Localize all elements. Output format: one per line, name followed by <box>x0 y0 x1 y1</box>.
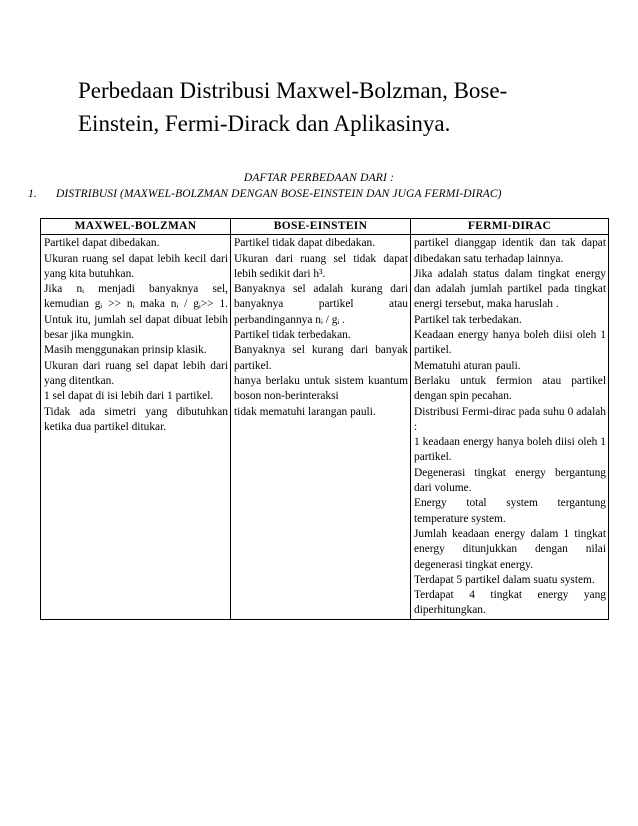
maxwell-point: Jika nᵢ menjadi banyaknya sel, kemudian gᵢ >> nᵢ maka nᵢ / gᵢ>> 1. Untuk itu, jumlah sel dapat dibuat lebih besar jika mungkin. <box>44 283 228 342</box>
fermi-point: Degenerasi tingkat energy bergantung dari volume. <box>414 466 606 495</box>
bose-point: Banyaknya sel adalah kurang dari banyaknya partikel atau perbandingannya nᵢ / gᵢ . <box>234 283 408 326</box>
list-heading: DAFTAR PERBEDAAN DARI : <box>243 172 395 184</box>
fermi-point: 1 keadaan energy hanya boleh diisi oleh 1 partikel. <box>414 436 606 464</box>
header-maxwell-bolzman: MAXWEL-BOLZMAN <box>41 219 231 235</box>
maxwell-point: Ukuran dari ruang sel dapat lebih dari yang ditentkan. <box>44 359 228 387</box>
bose-point: Banyaknya sel kurang dari banyak partikel. <box>234 344 408 372</box>
fermi-point: Terdapat 5 partikel dalam suatu system. <box>414 573 595 586</box>
fermi-point: Jumlah keadaan energy dalam 1 tingkat energy ditunjukkan dengan nilai degenerasi tingkat energy. <box>414 527 606 571</box>
fermi-point: Keadaan energy hanya boleh diisi oleh 1 partikel. <box>414 329 606 357</box>
maxwell-point: Ukuran ruang sel dapat lebih kecil dari yang kita butuhkan. <box>44 252 228 280</box>
bose-point: Partikel tidak dapat dibedakan. <box>234 237 376 250</box>
bose-point: Ukuran dari ruang sel tidak dapat lebih sedikit dari h³. <box>234 252 408 280</box>
maxwell-point: Masih menggunakan prinsip klasik. <box>44 344 207 357</box>
fermi-dirac-cell <box>411 235 609 619</box>
maxwell-bolzman-cell <box>41 235 231 619</box>
fermi-point: Energy total system tergantung temperature system. <box>414 497 606 525</box>
maxwell-point: Tidak ada simetri yang dibutuhkan ketika dua partikel ditukar. <box>44 405 228 433</box>
fermi-point: partikel dianggap identik dan tak dapat dibedakan satu terhadap lainnya. <box>414 237 606 265</box>
fermi-point: Partikel tak terbedakan. <box>414 313 522 326</box>
fermi-point: Distribusi Fermi-dirac pada suhu 0 adalah : <box>414 405 606 433</box>
section-heading <box>28 188 618 200</box>
fermi-point: Jika adalah status dalam tingkat energy dan adalah jumlah partikel pada tingkat energi tersebut, maka haruslah . <box>414 267 606 311</box>
comparison-table <box>40 218 609 620</box>
bose-einstein-cell <box>231 235 411 619</box>
table-header-row <box>41 219 609 235</box>
table-row <box>41 235 609 619</box>
maxwell-point: Partikel dapat dibedakan. <box>44 237 160 250</box>
page-title: Perbedaan Distribusi Maxwel-Bolzman, Bose-Einstein, Fermi-Dirack dan Aplikasinya. <box>78 78 508 136</box>
fermi-point: Berlaku untuk fermion atau partikel dengan spin pecahan. <box>414 374 606 403</box>
bose-point: Partikel tidak terbedakan. <box>234 329 351 342</box>
bose-point: tidak mematuhi larangan pauli. <box>234 405 376 418</box>
fermi-point: Mematuhi aturan pauli. <box>414 359 521 372</box>
section-text: DISTRIBUSI (MAXWEL-BOLZMAN DENGAN BOSE-EINSTEIN DAN JUGA FERMI-DIRAC) <box>56 188 502 200</box>
section-number: 1. <box>28 188 37 200</box>
header-fermi-dirac: FERMI-DIRAC <box>411 219 609 235</box>
fermi-point: Terdapat 4 tingkat energy yang diperhitungkan. <box>414 589 606 617</box>
header-bose-einstein: BOSE-EINSTEIN <box>231 219 411 235</box>
bose-point: hanya berlaku untuk sistem kuantum boson non-berinteraksi <box>234 374 408 403</box>
maxwell-point: 1 sel dapat di isi lebih dari 1 partikel. <box>44 390 214 403</box>
